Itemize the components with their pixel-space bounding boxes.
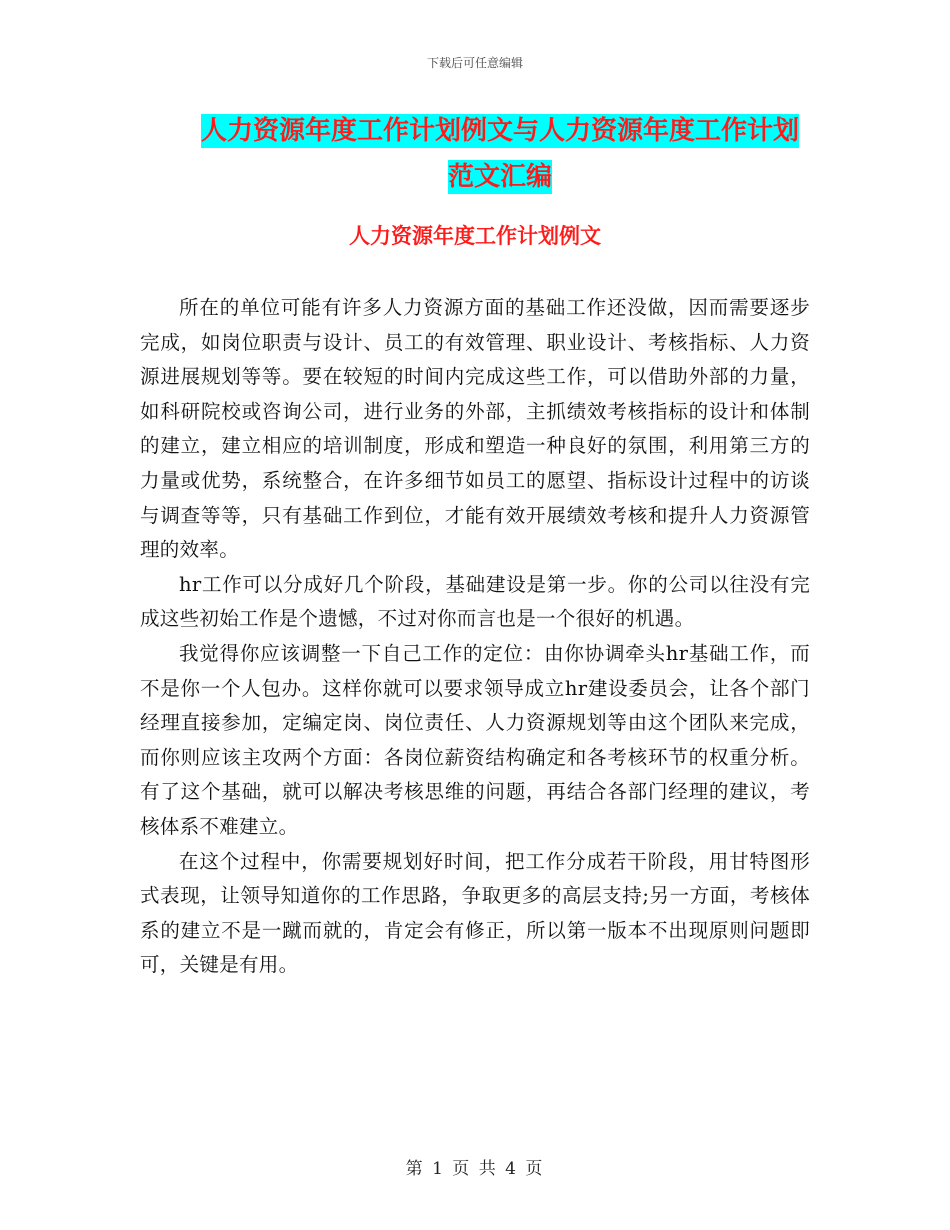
section-title: 人力资源年度工作计划例文 bbox=[349, 224, 601, 248]
paragraph-3: 我觉得你应该调整一下自己工作的定位：由你协调牵头hr基础工作，而不是你一个人包办。这样你就可以要求领导成立hr建设委员会，让各个部门经理直接参加，定编定岗、岗位责任、人力资源规划等由这个团队来完成，而你则应该主攻两个方面：各岗位薪资结构确定和各考核环节的权重分析。有了这个基础，就可以解决考核思维的问题，再结合各部门经理的建议，考核体系不难建立。 bbox=[140, 641, 810, 838]
document-body bbox=[140, 291, 810, 983]
page-header-note: 下载后可任意编辑 bbox=[426, 56, 523, 70]
document-title-line2: 范文汇编 bbox=[447, 162, 552, 192]
page-number: 第 1 页 共 4 页 bbox=[405, 1159, 545, 1179]
paragraph-4: 在这个过程中，你需要规划好时间，把工作分成若干阶段，用甘特图形式表现，让领导知道你的工作思路，争取更多的高层支持;另一方面，考核体系的建立不是一蹴而就的，肯定会有修正，所以第一版本不出现原则问题即可，关键是有用。 bbox=[140, 849, 810, 977]
document-title bbox=[120, 108, 880, 200]
document-title-line1: 人力资源年度工作计划例文与人力资源年度工作计划 bbox=[200, 116, 799, 146]
paragraph-2: hr工作可以分成好几个阶段，基础建设是第一步。你的公司以往没有完成这些初始工作是个遗憾，不过对你而言也是一个很好的机遇。 bbox=[140, 572, 810, 631]
paragraph-1: 所在的单位可能有许多人力资源方面的基础工作还没做，因而需要逐步完成，如岗位职责与设计、员工的有效管理、职业设计、考核指标、人力资源进展规划等等。要在较短的时间内完成这些工作，可以借助外部的力量，如科研院校或咨询公司，进行业务的外部，主抓绩效考核指标的设计和体制的建立，建立相应的培训制度，形成和塑造一种良好的氛围，利用第三方的力量或优势，系统整合，在许多细节如员工的愿望、指标设计过程中的访谈与调查等等，只有基础工作到位，才能有效开展绩效考核和提升人力资源管理的效率。 bbox=[140, 296, 810, 562]
